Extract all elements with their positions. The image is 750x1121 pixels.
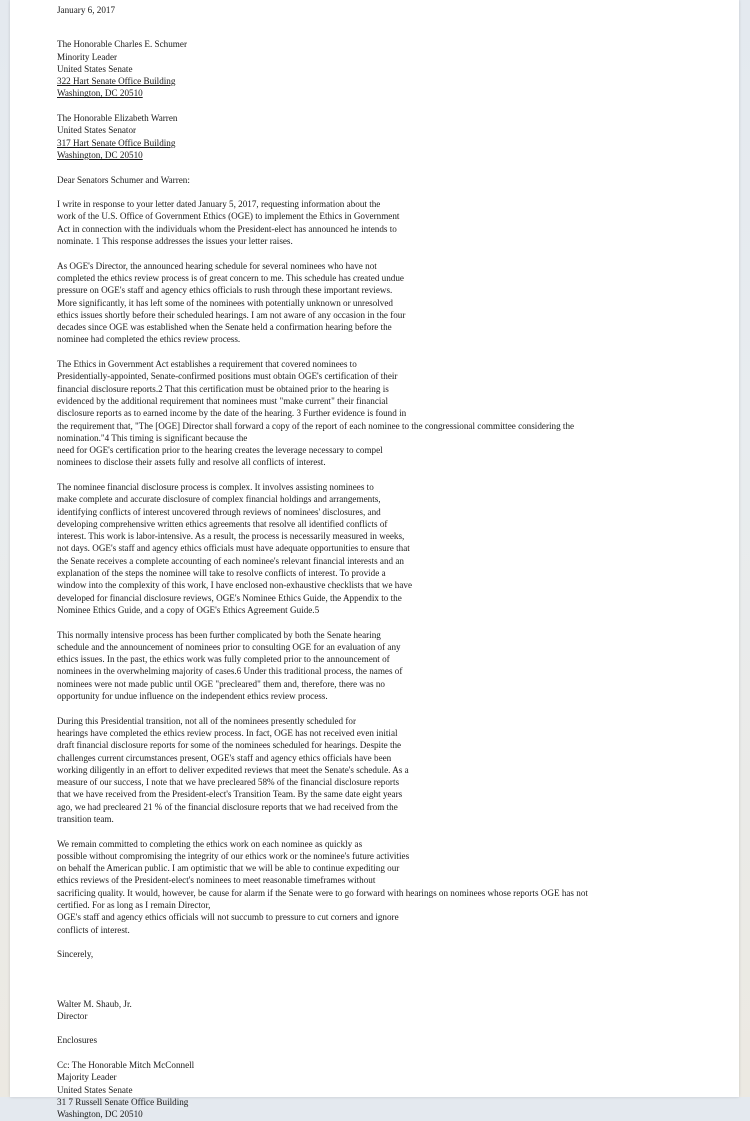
paragraph-line: identifying conflicts of interest uncovered through reviews of nominees' disclosures, and (57, 506, 381, 517)
recipient-line: Minority Leader (57, 51, 118, 62)
paragraph (57, 481, 637, 616)
paragraph-line: conflicts of interest. (57, 924, 130, 935)
paragraph-line: developing comprehensive written ethics agreements that resolve all identified conflicts of (57, 518, 388, 529)
cc-line: Washington, DC 20510 (57, 1109, 143, 1120)
paragraph-line: nominate. 1 This response addresses the issues your letter raises. (57, 236, 293, 247)
cc-line: Cc: The Honorable Mitch McConnell (57, 1060, 195, 1071)
paragraph-line: Act in connection with the individuals whom the President-elect has announced he intends to (57, 223, 397, 234)
cc-line: Majority Leader (57, 1072, 117, 1083)
recipient-line: The Honorable Elizabeth Warren (57, 113, 178, 124)
paragraph-line: pressure on OGE's staff and agency ethics officials to rush through these important reviews. (57, 285, 393, 296)
signature-title: Director (57, 1010, 88, 1021)
paragraph-line: More significantly, it has left some of the nominees with potentially unknown or unresolved (57, 297, 393, 308)
paragraph-line: possible without compromising the integrity of our ethics work or the nominee's future activities (57, 850, 410, 861)
paragraph-line: During this Presidential transition, not all of the nominees presently scheduled for (57, 715, 357, 726)
paragraph-line: The nominee financial disclosure process is complex. It involves assisting nominees to (57, 481, 374, 492)
paragraph-line: challenges current circumstances present, OGE's staff and agency ethics officials have been (57, 752, 392, 763)
paragraph-line: We remain committed to completing the ethics work on each nominee as quickly as (57, 838, 363, 849)
paragraph-line: nominee had completed the ethics review process. (57, 334, 241, 345)
paragraph-line: Nominee Ethics Guide, and a copy of OGE's Ethics Agreement Guide.5 (57, 604, 320, 615)
letter-paragraphs (57, 198, 637, 948)
paragraph-line: OGE's staff and agency ethics officials will not succumb to pressure to cut corners and ignore (57, 912, 399, 923)
paragraph-line: evidenced by the additional requirement that nominees must "make current" their financial (57, 395, 389, 406)
paragraph-line: This normally intensive process has been further complicated by both the Senate hearing (57, 629, 381, 640)
recipient-line: 317 Hart Senate Office Building (57, 137, 176, 148)
paragraph-line: The Ethics in Government Act establishes a requirement that covered nominees to (57, 359, 357, 370)
paragraph-line: schedule and the announcement of nominees prior to consulting OGE for an evaluation of any (57, 641, 401, 652)
paragraph-line: financial disclosure reports.2 That this certification must be obtained prior to the hearing is (57, 383, 389, 394)
paragraph-line: working diligently in an effort to deliver expedited reviews that meet the Senate's schedule. As a (57, 764, 409, 775)
paragraph-line: that we have received from the President-elect's Transition Team. By the same date eight years (57, 789, 403, 800)
paragraph-line: opportunity for undue influence on the independent ethics review process. (57, 691, 328, 702)
recipient-line: The Honorable Charles E. Schumer (57, 39, 187, 50)
enclosures: Enclosures (57, 1035, 98, 1046)
paragraph-line: completed the ethics review process is of great concern to me. This schedule has created undue (57, 272, 404, 283)
paragraph-line: certified. For as long as I remain Director, (57, 900, 211, 911)
paragraph-line: I write in response to your letter dated January 5, 2017, requesting information about the (57, 199, 381, 210)
paragraph-line: nomination."4 This timing is significant because the (57, 432, 248, 443)
recipient-schumer (57, 38, 637, 99)
paragraph-line: draft financial disclosure reports for some of the nominees scheduled for hearings. Despite the (57, 740, 402, 751)
paragraph-line: transition team. (57, 814, 114, 824)
paragraph-line: developed for financial disclosure reviews, OGE's Nominee Ethics Guide, the Appendix to the (57, 592, 402, 603)
paragraph-line: ethics reviews of the President-elect's nominees to meet reasonable timeframes without (57, 875, 376, 886)
paragraph-line: make complete and accurate disclosure of complex financial holdings and arrangements, (57, 494, 381, 505)
recipient-line: 322 Hart Senate Office Building (57, 76, 176, 87)
cc-line: 31 7 Russell Senate Office Building (57, 1096, 189, 1107)
paragraph-line: ethics issues. In the past, the ethics work was fully completed prior to the announcement of (57, 654, 390, 665)
paragraph (57, 260, 637, 346)
salutation: Dear Senators Schumer and Warren: (57, 174, 190, 185)
paragraph-line: As OGE's Director, the announced hearing schedule for several nominees who have not (57, 260, 377, 271)
recipient-line: Washington, DC 20510 (57, 149, 143, 160)
paragraph-line: ago, we had precleared 21 % of the financial disclosure reports that we had received from the (57, 801, 398, 812)
recipient-line: United States Senator (57, 125, 137, 136)
letter-body (57, 4, 637, 1121)
paragraph-line: the requirement that, "The [OGE] Director shall forward a copy of the report of each nominee to the congressional committee considering the (57, 420, 575, 431)
paragraph (57, 629, 637, 703)
paragraph-line: decades since OGE was established when the Senate held a confirmation hearing before the (57, 322, 392, 333)
paragraph-line: nominees were not made public until OGE "precleared" them and, therefore, there was no (57, 678, 385, 689)
paragraph-line: nominees in the overwhelming majority of cases.6 Under this traditional process, the names of (57, 666, 403, 677)
cc-line: United States Senate (57, 1084, 133, 1095)
paragraph-line: the Senate receives a complete accounting of each nominee's relevant financial interests and an (57, 555, 404, 566)
paragraph-line: hearings have completed the ethics review process. In fact, OGE has not received even initial (57, 727, 398, 738)
paragraph-line: nominees to disclose their assets fully and resolve all conflicts of interest. (57, 457, 326, 468)
paragraph-line: work of the U.S. Office of Government Ethics (OGE) to implement the Ethics in Government (57, 211, 400, 222)
recipient-warren (57, 112, 637, 161)
paragraph (57, 838, 637, 936)
paragraph-line: need for OGE's certification prior to the hearing creates the leverage necessary to compel (57, 445, 383, 456)
cc-block (57, 1059, 637, 1120)
paragraph-line: measure of our success, I note that we have precleared 58% of the financial disclosure reports (57, 777, 400, 788)
closing: Sincerely, (57, 949, 94, 960)
letter-date: January 6, 2017 (57, 5, 116, 15)
paragraph-line: window into the complexity of this work, I have enclosed non-exhaustive checklists that we have (57, 580, 413, 591)
signature-name: Walter M. Shaub, Jr. (57, 998, 132, 1009)
paragraph-line: disclosure reports as to earned income by the date of the hearing. 3 Further evidence is found in (57, 408, 407, 419)
paragraph-line: explanation of the steps the nominee will take to resolve conflicts of interest. To provide a (57, 568, 386, 579)
paragraph (57, 198, 637, 247)
recipient-line: Washington, DC 20510 (57, 88, 143, 99)
paragraph (57, 715, 637, 826)
paragraph-line: Presidentially-appointed, Senate-confirmed positions must obtain OGE's certification of their (57, 371, 398, 382)
paragraph-line: interest. This work is labor-intensive. As a result, the process is necessarily measured in weeks, (57, 531, 405, 542)
paragraph-line: on behalf the American public. I am optimistic that we will be able to continue expediting our (57, 863, 400, 874)
recipient-line: United States Senate (57, 63, 133, 74)
paragraph-line: sacrificing quality. It would, however, be cause for alarm if the Senate were to go forward with hearings on nominees whose reports OGE has not (57, 887, 588, 898)
letter-page (10, 0, 739, 1120)
paragraph-line: ethics issues shortly before their scheduled hearings. I am not aware of any occasion in the four (57, 309, 406, 320)
paragraph-line: not days. OGE's staff and agency ethics officials must have adequate opportunities to ensure that (57, 543, 410, 554)
paragraph (57, 358, 637, 469)
